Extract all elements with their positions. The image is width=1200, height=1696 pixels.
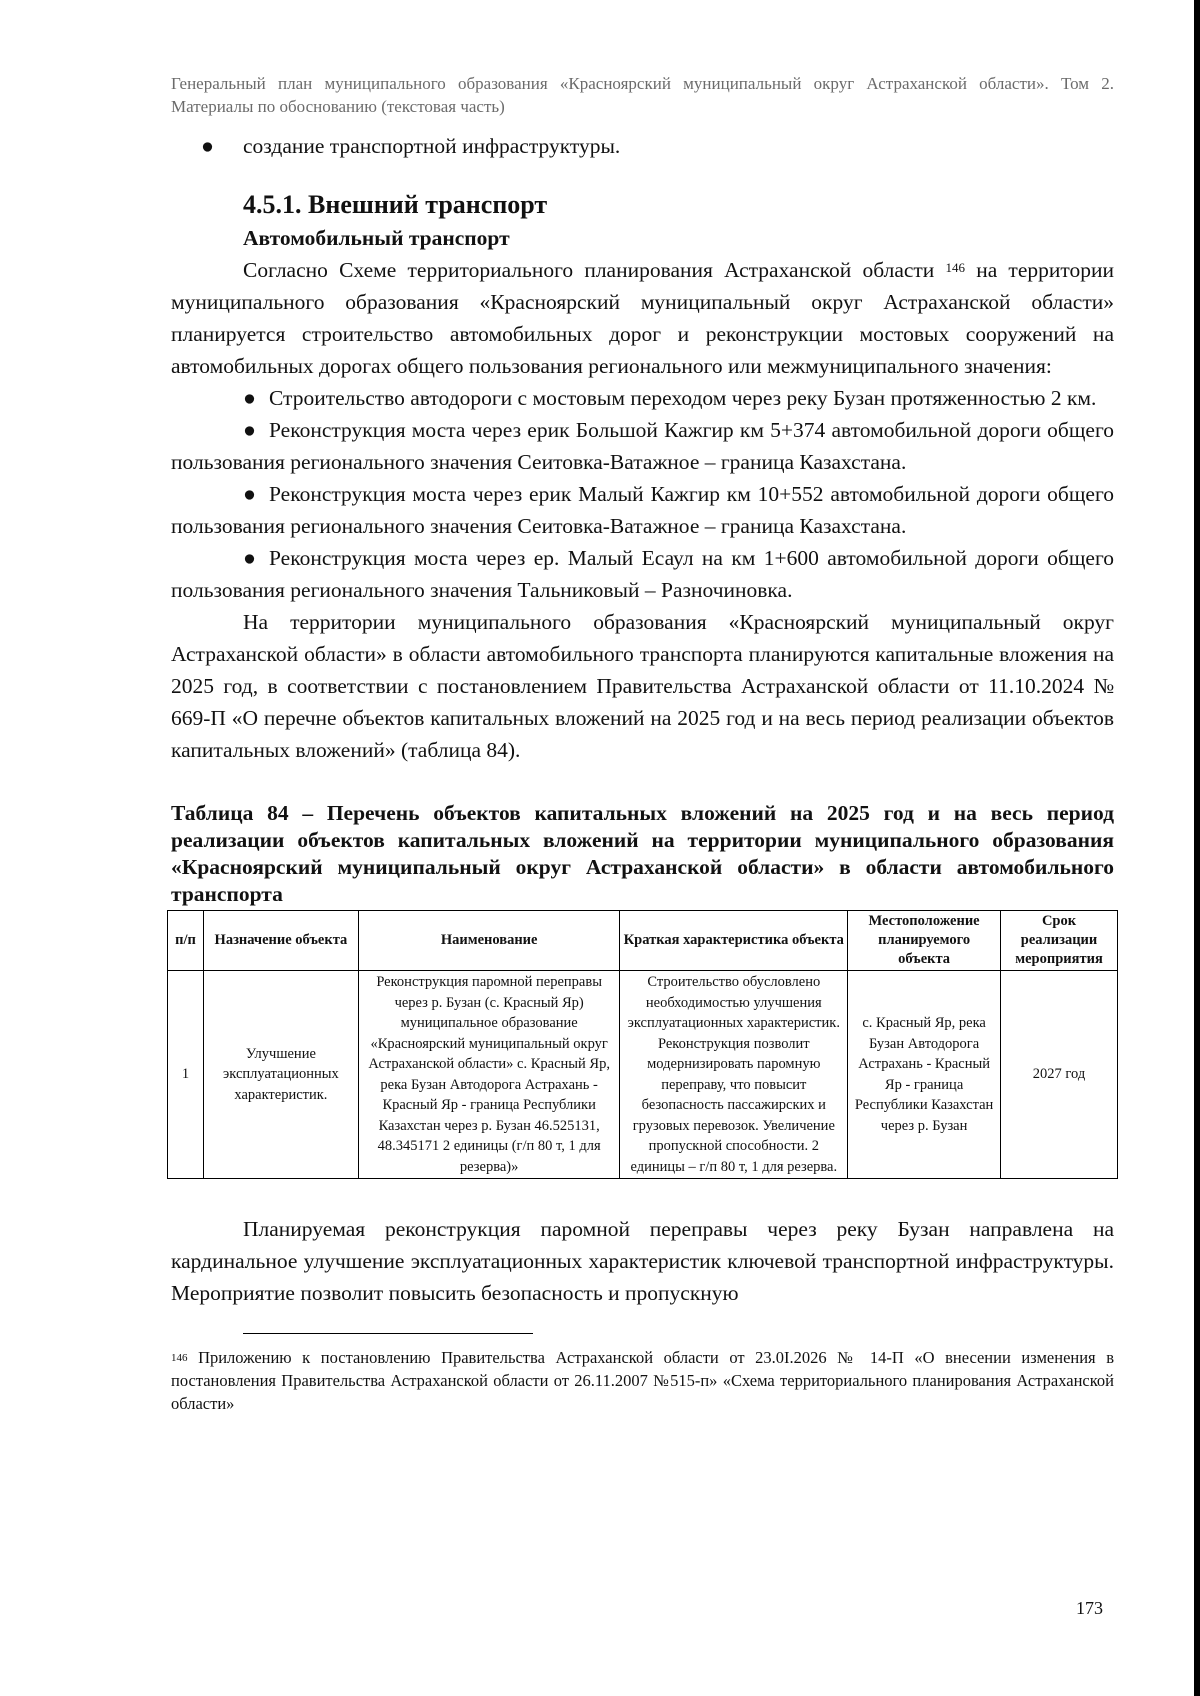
footnote-mark: 146 — [171, 1352, 188, 1364]
bullet-icon: ● — [243, 482, 256, 506]
column-header-purpose: Назначение объекта — [203, 911, 358, 971]
cell-description: Строительство обусловлено необходимостью улучшения эксплуатационных характеристик. Реконструкция позволит модернизировать паромную переправу, что повысит безопасность пассажирских и грузовых перевозок. Увеличение пропускной способности. 2 единицы – г/п 80 т, 1 для резерва. — [620, 971, 848, 1179]
paragraph-conclusion: Планируемая реконструкция паромной переправы через реку Бузан направлена на кардинальное улучшение эксплуатационных характеристик ключевой транспортной инфраструктуры. Мероприятие позволит повысить безопасность и пропускную — [171, 1217, 1114, 1305]
table-caption: Таблица 84 – Перечень объектов капитальных вложений на 2025 год и на весь период реализации объектов капитальных вложений на территории муниципального образования «Красноярский муниципальный округ Астраханской области» в области автомобильного транспорта — [171, 801, 1114, 906]
footnote-text: Приложению к постановлению Правительства Астраханской области от 23.0I.2026 № 14-П «О внесении изменения в постановления Правительства Астраханской области от 26.11.2007 №515-п» «Схема территориального планирования Астраханской области» — [171, 1348, 1114, 1413]
list-item — [171, 414, 1114, 478]
cell-purpose: Улучшение эксплуатационных характеристик. — [203, 971, 358, 1179]
page-number: 173 — [1076, 1598, 1103, 1618]
paragraph-intro-start: Согласно Схеме территориального планирования Астраханской области — [243, 258, 935, 282]
table-row — [168, 971, 1118, 1179]
list-item-text: Реконструкция моста через ерик Малый Кажгир км 10+552 автомобильной дороги общего пользования регионального значения Сеитовка-Ватажное – граница Казахстана. — [171, 482, 1114, 538]
scan-edge — [1194, 0, 1200, 1696]
column-header-name: Наименование — [358, 911, 620, 971]
cell-name: Реконструкция паромной переправы через р. Бузан (с. Красный Яр) муниципальное образование «Красноярский муниципальный округ Астраханской области» с. Красный Яр, река Бузан Автодорога Астрахань - Красный Яр - граница Республики Казахстан через р. Бузан 46.525131, 48.345171 2 единицы (г/п 80 т, 1 для резерва)» — [358, 971, 620, 1179]
column-header-location: Местоположение планируемого объекта — [848, 911, 1001, 971]
bullet-icon: ● — [243, 386, 256, 410]
cell-number: 1 — [168, 971, 204, 1179]
footnote — [171, 1346, 1114, 1415]
paragraph-investments: На территории муниципального образования «Красноярский муниципальный округ Астраханской области» в области автомобильного транспорта планируются капитальные вложения на 2025 год, в соответствии с постановлением Правительства Астраханской области от 11.10.2024 № 669-П «О перечне объектов капитальных вложений на 2025 год и на весь период реализации объектов капитальных вложений» (таблица 84). — [171, 610, 1114, 762]
list-item — [171, 542, 1114, 606]
subsection-title: Автомобильный транспорт — [243, 226, 510, 250]
bullet-icon: ● — [201, 134, 214, 158]
bullet-icon: ● — [243, 546, 256, 570]
list-item-text: Реконструкция моста через ерик Большой Кажгир км 5+374 автомобильной дороги общего пользования регионального значения Сеитовка-Ватажное – граница Казахстана. — [171, 418, 1114, 474]
list-item-text: Строительство автодороги с мостовым переходом через реку Бузан протяженностью 2 км. — [269, 386, 1097, 410]
bullet-text: создание транспортной инфраструктуры. — [243, 134, 621, 158]
cell-location: с. Красный Яр, река Бузан Автодорога Астрахань - Красный Яр - граница Республики Казахстан через р. Бузан — [848, 971, 1001, 1179]
table-header-row — [168, 911, 1118, 971]
column-header-description: Краткая характеристика объекта — [620, 911, 848, 971]
cell-deadline: 2027 год — [1001, 971, 1118, 1179]
column-header-number: п/п — [168, 911, 204, 971]
column-header-deadline: Срок реализации мероприятия — [1001, 911, 1118, 971]
bullet-icon: ● — [243, 418, 256, 442]
paragraph-intro-rest: на территории муниципального образования «Красноярский муниципальный округ Астраханской области» планируется строительство автомобильных дорог и реконструкции мостовых сооружений на автомобильных дорогах общего пользования регионального или межмуниципального значения: — [171, 258, 1114, 378]
running-header: Генеральный план муниципального образования «Красноярский муниципальный округ Астраханской области». Том 2. Материалы по обоснованию (текстовая часть) — [171, 74, 1114, 116]
footnote-separator — [243, 1333, 533, 1334]
list-item — [171, 382, 1114, 414]
bullet-item-top — [171, 130, 1114, 162]
paragraph-intro — [171, 254, 1114, 382]
document-page — [171, 72, 1114, 1415]
footnote-reference[interactable]: 146 — [945, 260, 965, 275]
list-item — [171, 478, 1114, 542]
section-title: 4.5.1. Внешний транспорт — [243, 190, 548, 219]
list-item-text: Реконструкция моста через ер. Малый Есаул на км 1+600 автомобильной дороги общего пользования регионального значения Тальниковый – Разночиновка. — [171, 546, 1114, 602]
capital-investments-table — [167, 910, 1118, 1179]
